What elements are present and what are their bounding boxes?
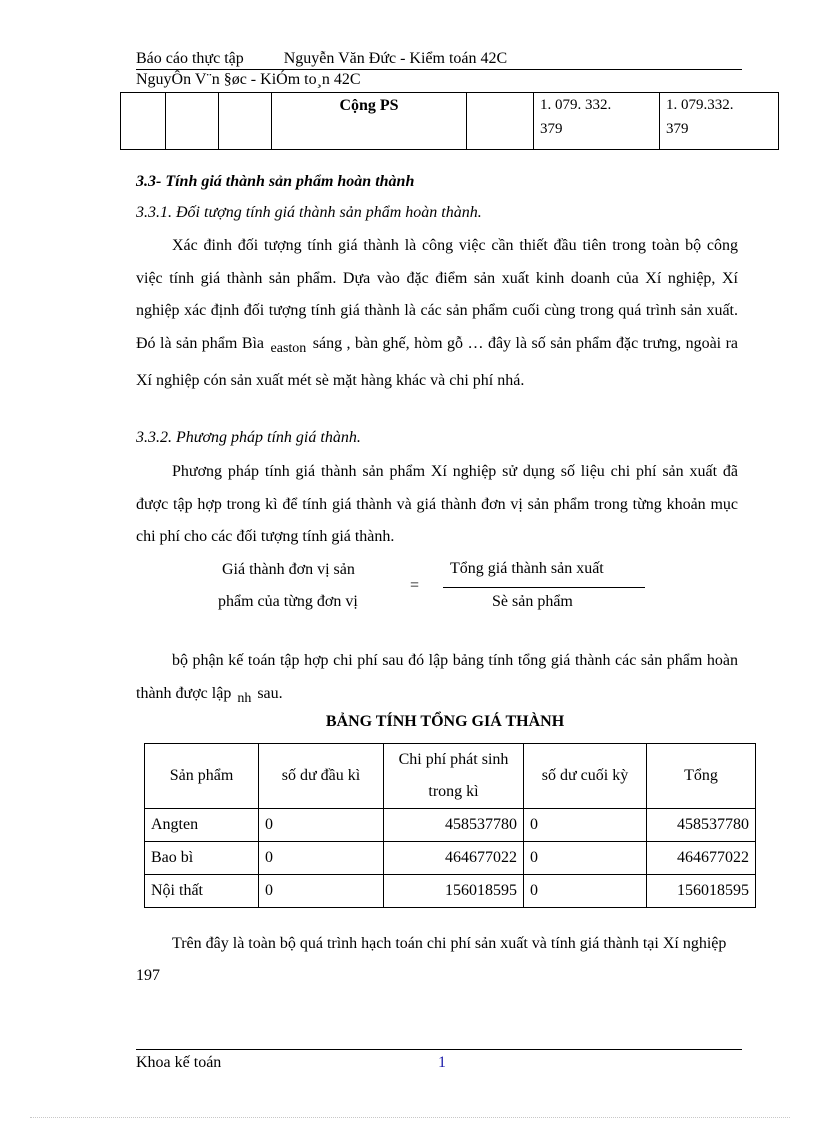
formula-numerator: Tổng giá thành sản xuất <box>450 560 604 577</box>
cost-cell: 156018595 <box>384 875 524 908</box>
subsection-heading-1: 3.3.1. Đối tượng tính giá thành sản phẩm hoàn thành. <box>136 204 482 221</box>
column-header: số dư đầu kì <box>259 744 384 809</box>
table-cell <box>467 93 534 150</box>
header-author: Nguyễn Văn Đức - Kiểm toán 42C <box>283 50 508 67</box>
page-bottom-edge <box>30 1117 790 1118</box>
opening-cell: 0 <box>259 875 384 908</box>
footer-department: Khoa kế toán <box>136 1054 222 1071</box>
total-ps-value-1: 1. 079. 332. 379 <box>534 93 660 150</box>
header-report-title: Báo cáo thực tập <box>136 50 244 67</box>
opening-cell: 0 <box>259 809 384 842</box>
paragraph-1: Xác đinh đối tượng tính giá thành là công việc cần thiết đầu tiên trong toàn bộ công việc tính giá thành sản phẩm. Dựa vào đặc điểm sản xuất kinh doanh của Xí nghiệp, Xí nghiệp xác định đối tượng tính giá thành là các sản phẩm cuối cùng trong quá trình sản xuất. Đó là sản phẩm Bìa easton sáng , bàn ghế, hòm gỗ … đây là số sản phẩm đặc trưng, ngoài ra Xí nghiệp cón sản xuất mét sè mặt hàng khác và chi phí nhá. <box>136 237 739 389</box>
total-cell: 464677022 <box>647 842 756 875</box>
table-row <box>145 875 756 908</box>
formula-left-line2: phẩm của từng đơn vị <box>218 593 358 610</box>
formula-denominator: Sè sản phẩm <box>492 593 573 610</box>
paragraph-2: Phương pháp tính giá thành sản phẩm Xí nghiệp sử dụng số liệu chi phí sản xuất đã được tập hợp trong kì để tính giá thành và giá thành đơn vị sản phẩm trong từng khoản mục chi phí cho các đối tượng tính giá thành. <box>136 463 738 545</box>
table-cell <box>121 93 166 150</box>
formula-left-line1: Giá thành đơn vị sản <box>222 561 355 578</box>
table-row <box>145 842 756 875</box>
total-ps-value-2: 1. 079.332. 379 <box>660 93 779 150</box>
cost-summary-table <box>144 743 756 908</box>
total-cell: 156018595 <box>647 875 756 908</box>
formula-equals: = <box>410 577 420 594</box>
total-cell: 458537780 <box>647 809 756 842</box>
opening-cell: 0 <box>259 842 384 875</box>
cost-cell: 458537780 <box>384 809 524 842</box>
subsection-heading-2: 3.3.2. Phương pháp tính giá thành. <box>136 429 361 446</box>
closing-paragraph: Trên đây là toàn bộ quá trình hạch toán chi phí sản xuất và tính giá thành tại Xí nghiệp 197 <box>136 935 727 984</box>
table-row <box>145 809 756 842</box>
subscript-easton: easton <box>270 340 307 356</box>
formula-fraction-bar <box>443 587 645 588</box>
total-ps-label: Cộng PS <box>272 93 467 150</box>
column-header: Tổng <box>647 744 756 809</box>
closing-cell: 0 <box>524 842 647 875</box>
header-garbled-author: NguyÔn V¨n §øc - KiÓm to¸n 42C <box>136 71 361 88</box>
table-cell <box>166 93 219 150</box>
column-header: Chi phí phát sinh trong kì <box>384 744 524 809</box>
table-cell <box>219 93 272 150</box>
paragraph-3: bộ phận kế toán tập hợp chi phí sau đó lập bảng tính tổng giá thành các sản phẩm hoàn thành được lập nh sau. <box>136 652 738 706</box>
subscript-nh: nh <box>237 690 252 706</box>
product-cell: Bao bì <box>145 842 259 875</box>
footer-rule <box>136 1049 742 1050</box>
page-number: 1 <box>438 1054 446 1071</box>
section-heading: 3.3- Tính giá thành sản phẩm hoàn thành <box>136 173 415 190</box>
product-cell: Angten <box>145 809 259 842</box>
header-rule <box>136 69 742 70</box>
table-title: BẢNG TÍNH TỔNG GIÁ THÀNH <box>325 713 565 730</box>
product-cell: Nội thất <box>145 875 259 908</box>
closing-cell: 0 <box>524 875 647 908</box>
column-header: số dư cuối kỳ <box>524 744 647 809</box>
table-header-row <box>145 744 756 809</box>
cost-cell: 464677022 <box>384 842 524 875</box>
closing-cell: 0 <box>524 809 647 842</box>
running-header <box>136 50 507 68</box>
table-row <box>121 93 779 150</box>
carryover-table <box>120 92 779 150</box>
column-header: Sản phẩm <box>145 744 259 809</box>
